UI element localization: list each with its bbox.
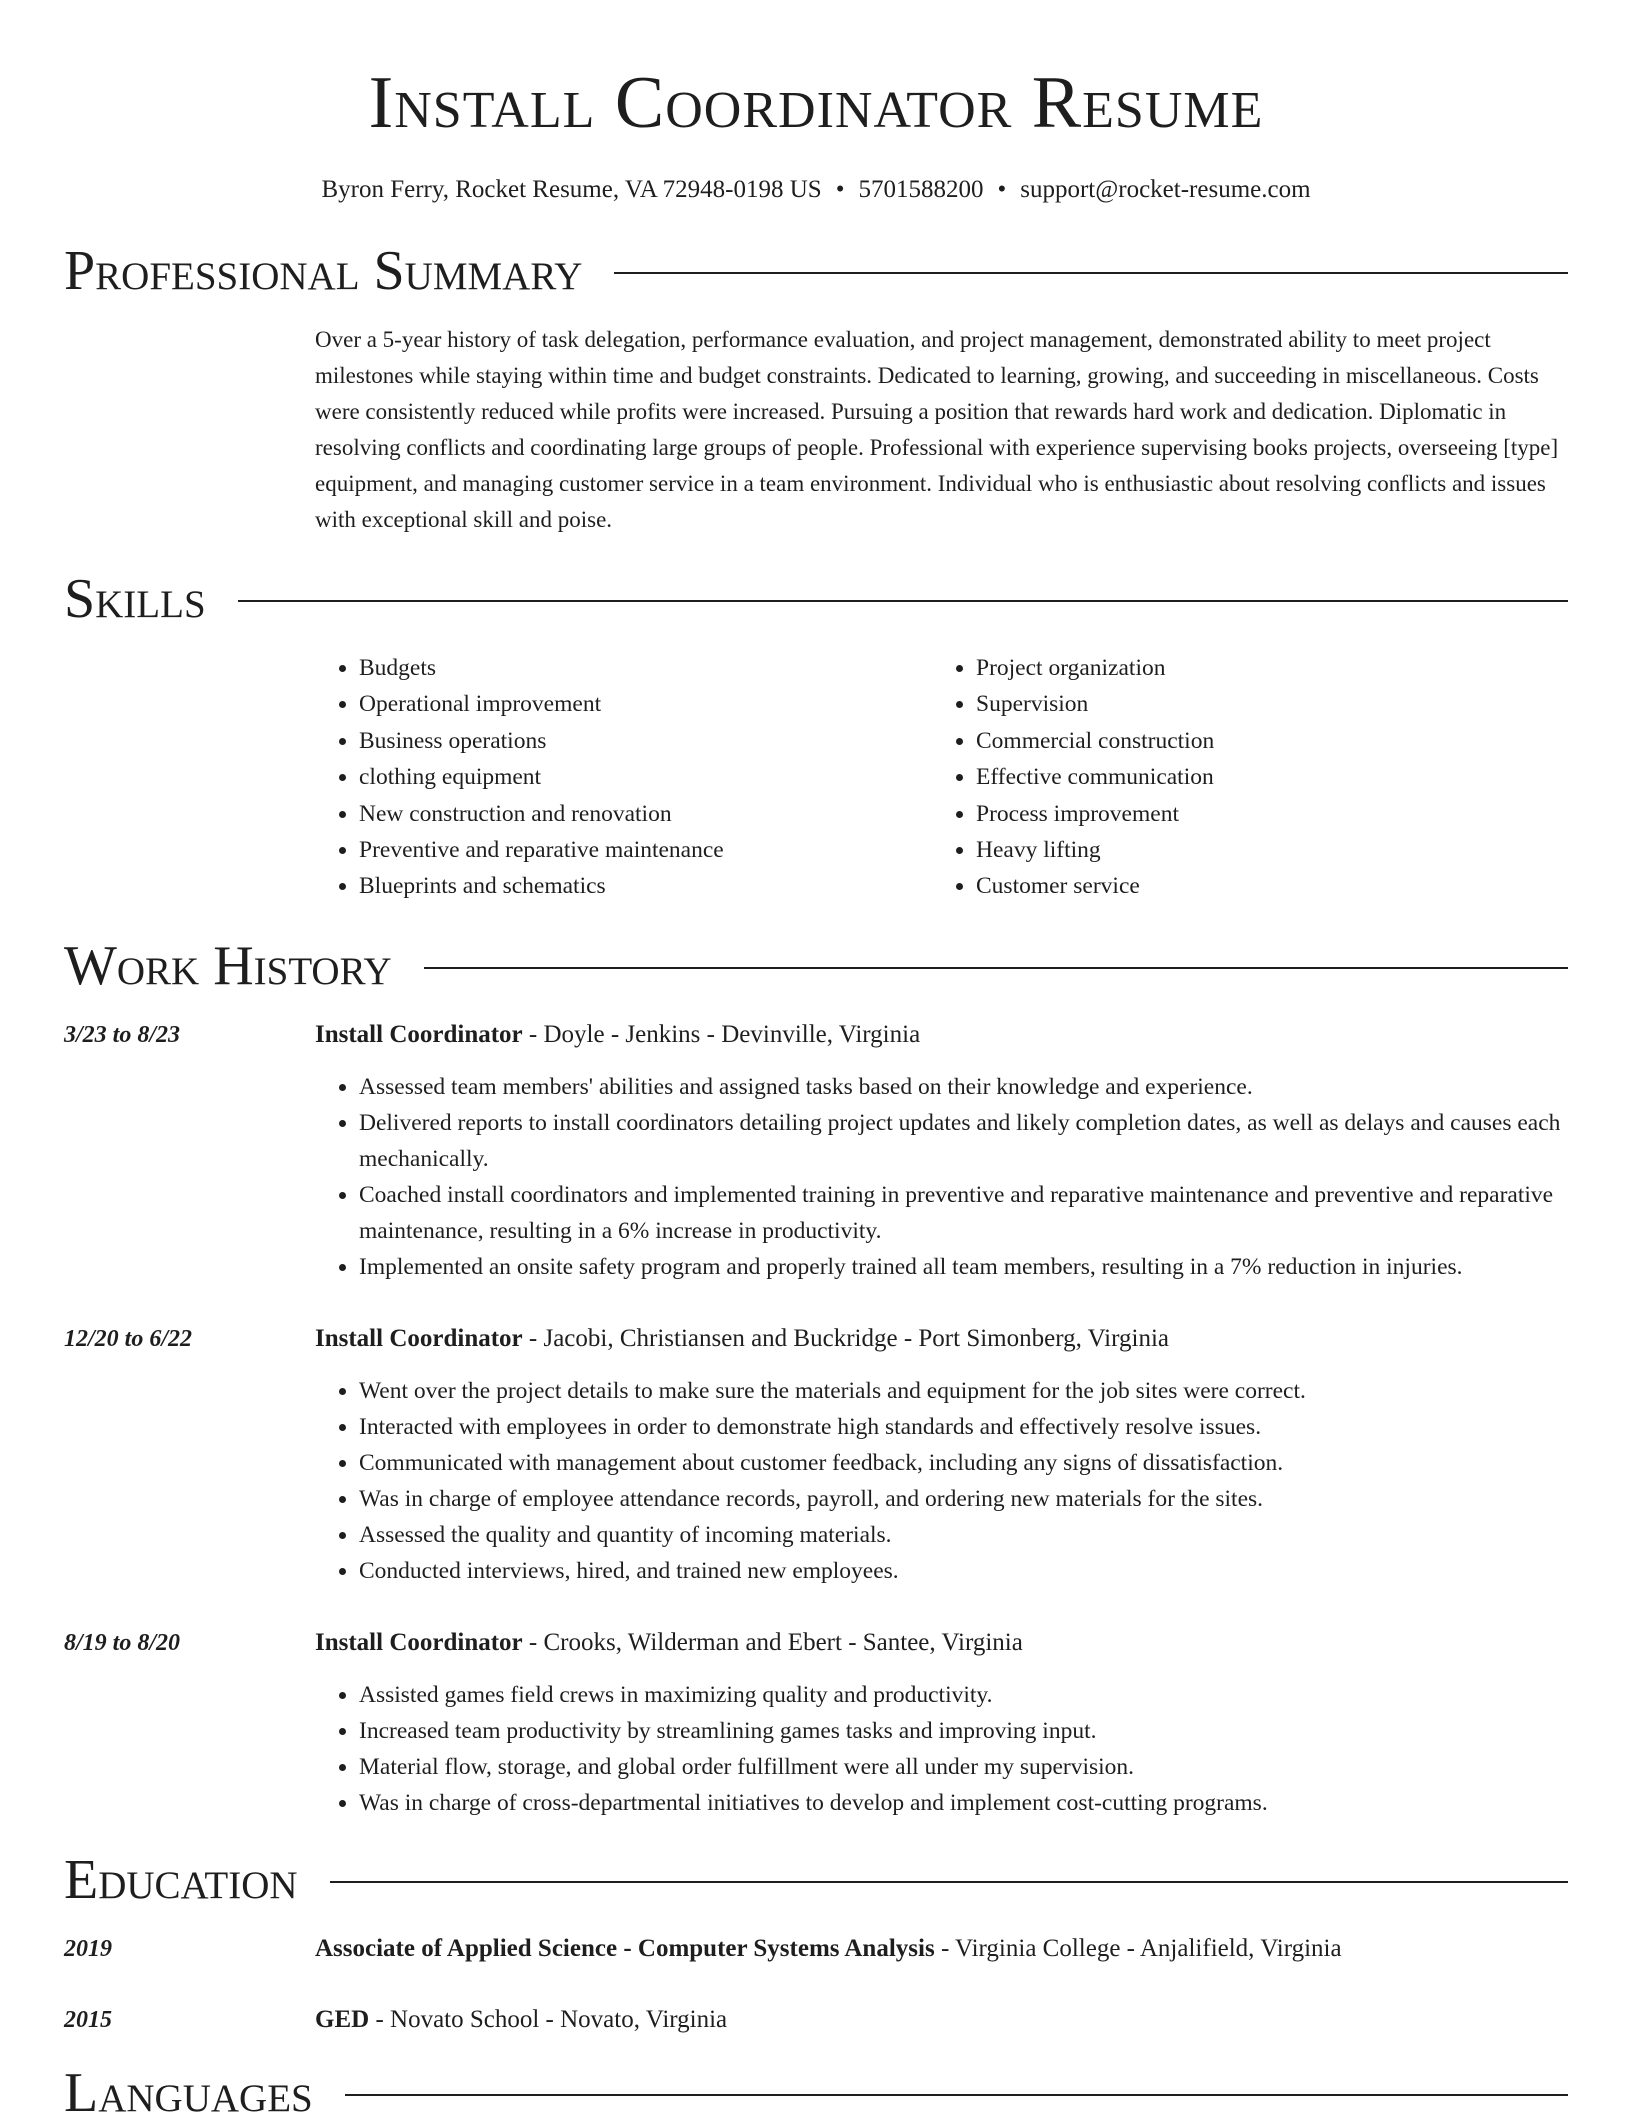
job-bullet: • Material flow, storage, and global order fulfillment were all under my supervision.	[359, 1749, 1568, 1785]
summary-section-header	[64, 238, 1568, 304]
job-bullets	[315, 1373, 1568, 1589]
skills-list	[315, 650, 1568, 905]
skill-item: • Business operations	[359, 723, 932, 759]
job-bullet: • Assisted games field crews in maximizing quality and productivity.	[359, 1677, 1568, 1713]
skills-column-left	[315, 650, 932, 905]
skill-item: • Customer service	[976, 868, 1549, 904]
education-date: 2019	[64, 1935, 112, 1962]
job-heading	[315, 1017, 1568, 1053]
skill-item: • Heavy lifting	[976, 832, 1549, 868]
summary-text: Over a 5-year history of task delegation, performance evaluation, and project management, demonstrated ability to meet project milestones while staying within time and budget constraints. Dedicated to learning, growing, and succeeding in miscellaneous. Costs were consistently reduced while profits were increased. Pursuing a position that rewards hard work and dedication. Diplomatic in resolving conflicts and coordinating large groups of people. Professional with experience supervising books projects, overseeing [type] equipment, and managing customer service in a team environment. Individual who is enthusiastic about resolving conflicts and issues with exceptional skill and poise.	[315, 327, 1559, 532]
skill-item: • Budgets	[359, 650, 932, 686]
resume-page	[64, 0, 1568, 2126]
job-bullet: • Implemented an onsite safety program and properly trained all team members, resulting in a 7% reduction in injuries.	[359, 1249, 1568, 1285]
contact-email[interactable]: support@rocket-resume.com	[1020, 176, 1311, 203]
contact-line	[64, 174, 1568, 206]
job-entry	[64, 1321, 1568, 1589]
job-detail: - Jacobi, Christiansen and Buckridge - Port Simonberg, Virginia	[522, 1324, 1169, 1352]
skill-item: • Project organization	[976, 650, 1549, 686]
education-heading-line	[315, 2002, 727, 2038]
contact-address: Byron Ferry, Rocket Resume, VA 72948-0198 US	[321, 176, 822, 203]
skill-item: • Preventive and reparative maintenance	[359, 832, 932, 868]
languages-heading: Languages	[64, 2061, 313, 2124]
job-role: Install Coordinator	[315, 1628, 523, 1656]
section-divider	[614, 272, 1568, 274]
job-role: Install Coordinator	[315, 1324, 523, 1352]
job-heading	[315, 1625, 1568, 1661]
section-divider	[238, 600, 1568, 602]
job-bullet: • Increased team productivity by streamlining games tasks and improving input.	[359, 1713, 1568, 1749]
job-date: 8/19 to 8/20	[64, 1629, 181, 1656]
education-heading: Education	[64, 1848, 298, 1911]
summary-heading: Professional Summary	[64, 240, 583, 302]
skill-item: • New construction and renovation	[359, 796, 932, 832]
education-date: 2015	[64, 2006, 112, 2033]
resume-title: Install Coordinator Resume	[368, 62, 1264, 144]
languages-section-header	[64, 2060, 1568, 2126]
education-entry	[64, 1931, 1568, 1967]
skill-item: • Supervision	[976, 686, 1549, 722]
education-detail: - Virginia College - Anjalifield, Virginia	[934, 1934, 1342, 1962]
job-date: 3/23 to 8/23	[64, 1021, 181, 1048]
job-bullet: • Was in charge of cross-departmental initiatives to develop and implement cost-cutting programs.	[359, 1785, 1568, 1821]
job-bullet: • Assessed the quality and quantity of incoming materials.	[359, 1517, 1568, 1553]
education-section-header	[64, 1847, 1568, 1913]
skill-item: • Process improvement	[976, 796, 1549, 832]
education-degree: GED	[315, 2005, 370, 2033]
job-heading	[315, 1321, 1568, 1357]
work-heading: Work History	[64, 934, 392, 997]
job-bullet: • Delivered reports to install coordinators detailing project updates and likely completion dates, as well as delays and causes each mechanically.	[359, 1105, 1568, 1177]
work-section-header	[64, 933, 1568, 999]
education-heading-line	[315, 1931, 1342, 1967]
job-bullets	[315, 1677, 1568, 1821]
education-degree: Associate of Applied Science - Computer Systems Analysis	[315, 1934, 935, 1962]
job-entry	[64, 1017, 1568, 1285]
skills-heading: Skills	[64, 568, 206, 630]
job-entry	[64, 1625, 1568, 1821]
skill-item: • clothing equipment	[359, 759, 932, 795]
skill-item: • Commercial construction	[976, 723, 1549, 759]
education-entry	[64, 2002, 1568, 2038]
section-divider	[345, 2094, 1568, 2096]
job-bullet: • Communicated with management about customer feedback, including any signs of dissatisfaction.	[359, 1445, 1568, 1481]
section-divider	[424, 967, 1568, 969]
contact-separator: •	[835, 176, 845, 203]
job-bullet: • Went over the project details to make sure the materials and equipment for the job sites were correct.	[359, 1373, 1568, 1409]
job-bullets	[315, 1069, 1568, 1285]
education-detail: - Novato School - Novato, Virginia	[369, 2005, 728, 2033]
job-role: Install Coordinator	[315, 1020, 523, 1048]
job-bullet: • Assessed team members' abilities and assigned tasks based on their knowledge and experience.	[359, 1069, 1568, 1105]
contact-phone: 5701588200	[858, 176, 984, 203]
job-bullet: • Was in charge of employee attendance records, payroll, and ordering new materials for the sites.	[359, 1481, 1568, 1517]
contact-separator: •	[997, 176, 1007, 203]
section-divider	[330, 1881, 1568, 1883]
job-detail: - Crooks, Wilderman and Ebert - Santee, Virginia	[522, 1628, 1023, 1656]
job-date: 12/20 to 6/22	[64, 1325, 193, 1352]
job-bullet: • Conducted interviews, hired, and trained new employees.	[359, 1553, 1568, 1589]
job-bullet: • Coached install coordinators and implemented training in preventive and reparative maintenance and preventive and reparative maintenance, resulting in a 6% increase in productivity.	[359, 1177, 1568, 1249]
skill-item: • Effective communication	[976, 759, 1549, 795]
skill-item: • Operational improvement	[359, 686, 932, 722]
job-detail: - Doyle - Jenkins - Devinville, Virginia	[522, 1020, 921, 1048]
job-bullet: • Interacted with employees in order to demonstrate high standards and effectively resolve issues.	[359, 1409, 1568, 1445]
skill-item: • Blueprints and schematics	[359, 868, 932, 904]
skills-column-right	[932, 650, 1549, 905]
skills-section-header	[64, 566, 1568, 632]
